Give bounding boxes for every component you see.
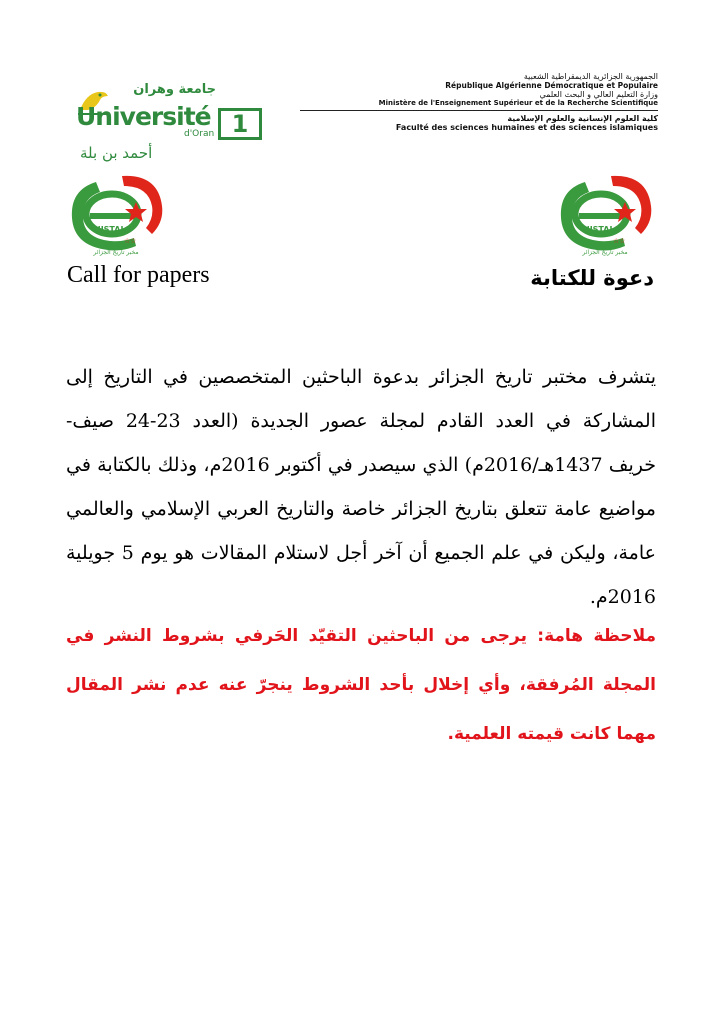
university-tagline: أحمد بن بلة [80, 144, 153, 162]
republic-fr: République Algérienne Démocratique et Populaire [445, 81, 658, 90]
faculty-fr: Faculté des sciences humaines et des sciences islamiques [395, 123, 658, 132]
histal-label: HISTAL [583, 225, 615, 234]
faculty-ar: كلية العلوم الإنسانية والعلوم الإسلامية [507, 114, 658, 123]
university-city: d'Oran [184, 129, 215, 139]
title-english: Call for papers [67, 262, 210, 288]
histal-label: HISTAL [94, 225, 126, 234]
histal-subtitle: مخبر تاريخ الجزائر [582, 249, 628, 256]
important-note: ملاحظة هامة: يرجى من الباحثين التقيّد الحَرفي بشروط النشر في المجلة المُرفقة، وأي إخلال بأحد الشروط ينجرّ عنه عدم نشر المقال مهما كانت قيمته العلمية. [66, 626, 656, 744]
header-divider [300, 110, 658, 111]
ministry-fr: Ministère de l'Enseignement Supérieur et de la Recherche Scientifique [378, 99, 658, 107]
university-name-ar: جامعة وهران [133, 82, 216, 97]
svg-text:☆☆: ☆☆ [124, 237, 137, 245]
call-paragraph: يتشرف مختبر تاريخ الجزائر بدعوة الباحثين المتخصصين في التاريخ إلى المشاركة في العدد القادم لمجلة عصور الجديدة (العدد 23-24 صيف- خريف 1437هـ/2016م) الذي سيصدر في أكتوبر 2016م، وذلك بالكتابة في مواضيع عامة تتعلق بتاريخ الجزائر خاصة والتاريخ العربي الإسلامي والعالمي عامة، وليكن في علم الجميع أن آخر أجل لاستلام المقالات هو يوم 5 جويلية 2016م. [66, 366, 656, 608]
university-number: 1 [218, 108, 262, 140]
title-arabic: دعوة للكتابة [530, 266, 654, 290]
ministry-ar: وزارة التعليم العالي و البحث العلمي [539, 90, 658, 99]
histal-subtitle: مخبر تاريخ الجزائر [93, 249, 139, 256]
histal-logo-right [555, 172, 655, 257]
university-name-fr: Université [76, 102, 211, 131]
republic-ar: الجمهورية الجزائرية الديمقراطية الشعبية [523, 72, 658, 81]
university-logo [66, 80, 284, 166]
ministry-header [300, 72, 658, 132]
histal-logo-left [66, 172, 166, 257]
svg-text:☆☆: ☆☆ [613, 237, 626, 245]
